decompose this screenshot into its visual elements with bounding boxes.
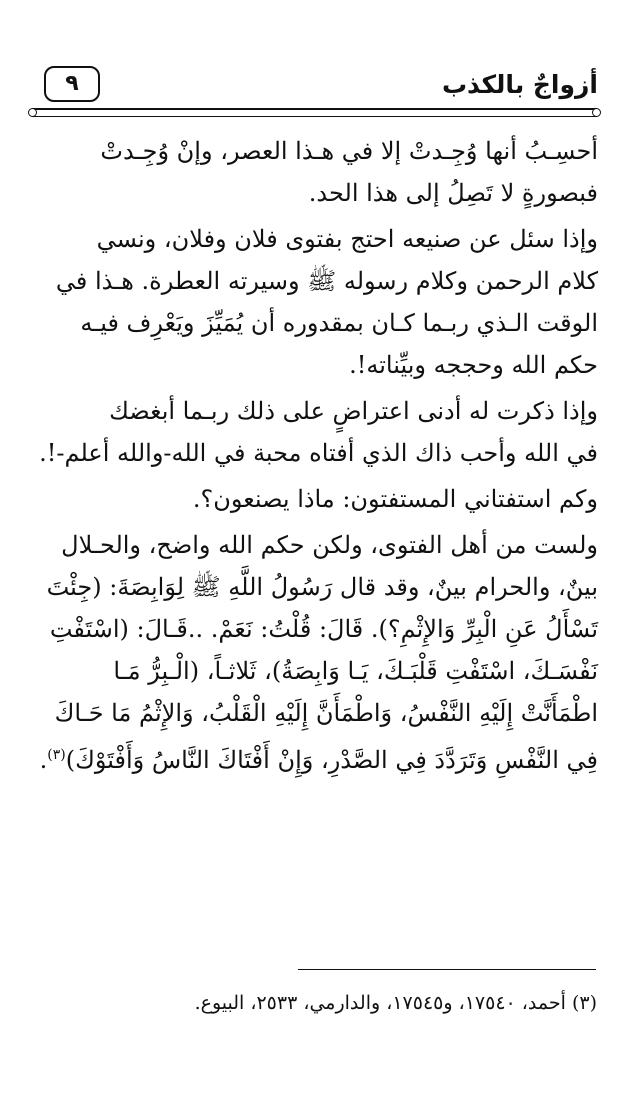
text-line: أحسِـبُ أنها وُجِـدتْ إلا في هـذا العصر، وإنْ وُجِـدتْ: [100, 137, 598, 165]
page-header: [32, 66, 598, 112]
text-line: وإذا ذكرت له أدنى اعتراضٍ على ذلك ربـما أبغضك: [109, 397, 598, 425]
text-line: نَفْسَـكَ، اسْتَفْتِ قَلْبَـكَ، يَـا وَابِصَةُ)، ثَلاثـاً، (الْـبِرُّ مَـا: [113, 657, 598, 685]
text-line: [34, 734, 598, 781]
sentence-end: .: [39, 746, 48, 774]
text-line: الوقت الـذي ربـما كـان بمقدوره أن يُمَيِّزَ ويَعْرِف فيـه: [80, 309, 598, 337]
paragraph: [34, 130, 598, 214]
text-line: اطْمَأَنَّتْ إِلَيْهِ النَّفْسُ، وَاطْمَأَنَّ إِلَيْهِ الْقَلْبُ، وَالإِثْمُ مَا حَـاكَ: [54, 699, 598, 727]
text-line: ولست من أهل الفتوى، ولكن حكم الله واضح، والحـلال: [61, 531, 598, 559]
footnote-marker[interactable]: (٣): [47, 747, 66, 763]
text-line: تَسْأَلُ عَنِ الْبِرِّ وَالإِثْمِ؟). قَالَ: قُلْتُ: نَعَمْ. ..قَـالَ: (اسْتَفْتِ: [49, 615, 598, 643]
paragraph: [34, 390, 598, 474]
page-number-badge: ٩: [44, 66, 100, 102]
text-line: فبصورةٍ لا تَصِلُ إلى هذا الحد.: [308, 179, 598, 207]
paragraph: [34, 478, 598, 520]
footnote: (٣) أحمد، ١٧٥٤٠، و١٧٥٤٥، والدارمي، ٢٥٣٣، البيوع.: [194, 992, 597, 1014]
text-line: حكم الله وحججه وبيِّناته!.: [349, 351, 598, 379]
footnote-divider: [298, 969, 596, 970]
paragraph: [34, 524, 598, 781]
text-line: وإذا سئل عن صنيعه احتج بفتوى فلان وفلان، ونسي: [96, 225, 598, 253]
body-text: [34, 130, 598, 781]
paragraph: [34, 218, 598, 386]
text-line: وكم استفتاني المستفتون: ماذا يصنعون؟.: [192, 485, 598, 513]
text-line: في الله وأحب ذاك الذي أفتاه محبة في الله-والله أعلم-!.: [39, 439, 598, 467]
text-line: كلام الرحمن وكلام رسوله ﷺ وسيرته العطرة. هـذا في: [55, 267, 598, 295]
header-rule: [32, 108, 597, 117]
text-line: بينٌ، والحرام بينٌ، وقد قال رَسُولُ اللَّهِ ﷺ لِوَابِصَةَ: (جِئْتَ: [46, 573, 598, 601]
running-title: أزواجٌ بالكذب: [441, 70, 598, 99]
hadith-closing-text: فِي النَّفْسِ وَتَرَدَّدَ فِي الصَّدْرِ، وَإِنْ أَفْتَاكَ النَّاسُ وَأَفْتَوْكَ): [65, 746, 598, 774]
